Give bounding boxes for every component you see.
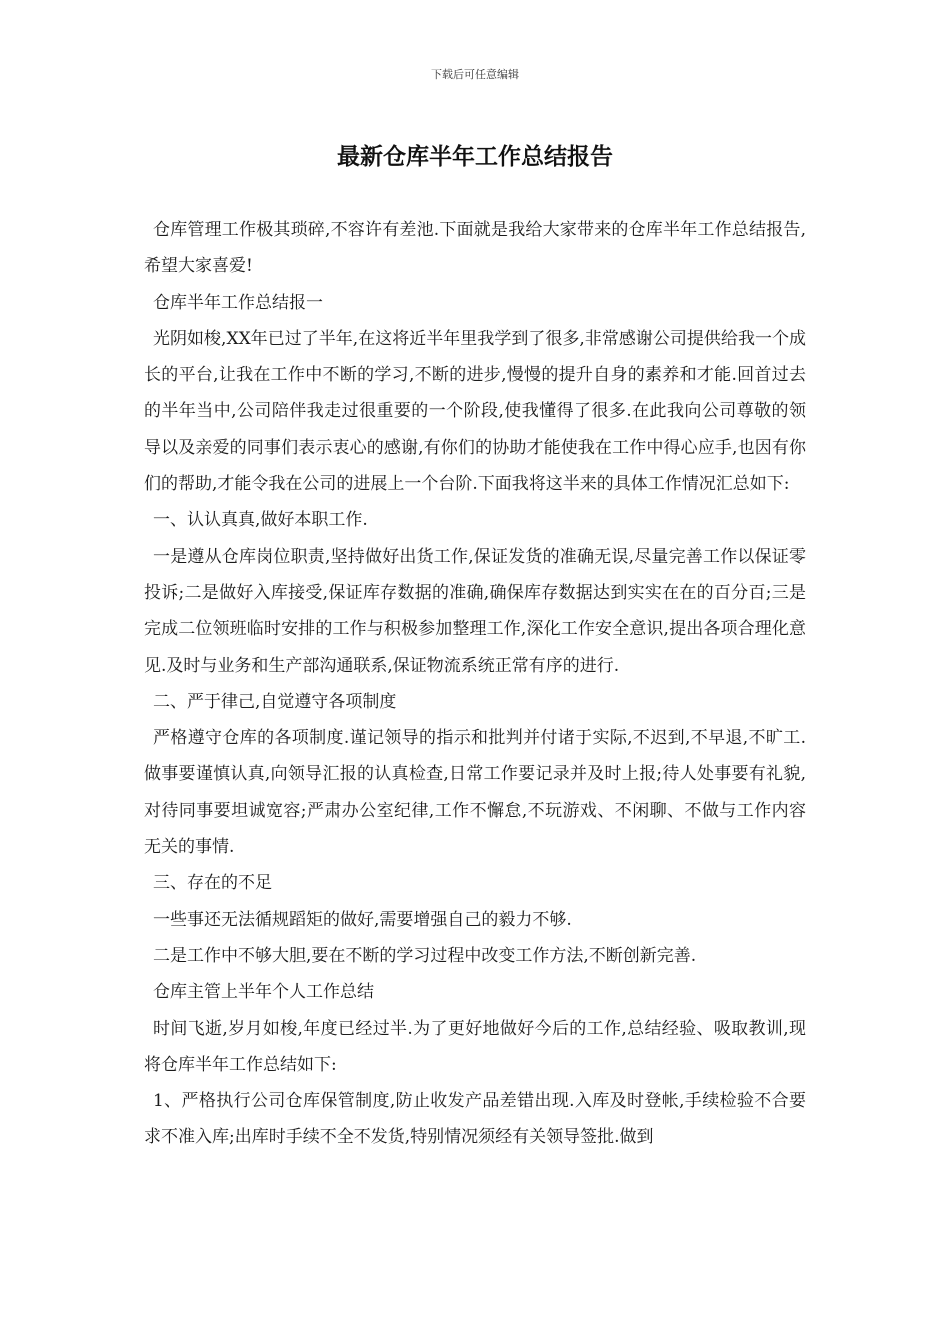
page-header-note: 下载后可任意编辑: [431, 68, 519, 81]
paragraph-item-one: 1、严格执行公司仓库保管制度,防止收发产品差错出现.入库及时登帐,手续检验不合要求不准入库;出库时手续不全不发货,特别情况须经有关领导签批.做到: [144, 1091, 806, 1148]
section-heading-supervisor-summary: 仓库主管上半年个人工作总结: [153, 982, 374, 1003]
section-heading-one: 一、认认真真,做好本职工作.: [153, 510, 368, 531]
paragraph-supervisor-intro: 时间飞逝,岁月如梭,年度已经过半.为了更好地做好今后的工作,总结经验、吸取教训,现将仓库半年工作总结如下:: [144, 1018, 806, 1075]
paragraph-discipline: 严格遵守仓库的各项制度.谨记领导的指示和批判并付诸于实际,不迟到,不早退,不旷工.做事要谨慎认真,向领导汇报的认真检查,日常工作要记录并及时上报;待人处事要有礼貌,对待同事要坦诚宽容;严肃办公室纪律,工作不懈怠,不玩游戏、不闲聊、不做与工作内容无关的事情.: [144, 728, 806, 858]
paragraph-duties: 一是遵从仓库岗位职责,坚持做好出货工作,保证发货的准确无误,尽量完善工作以保证零投诉;二是做好入库接受,保证库存数据的准确,确保库存数据达到实实在在的百分百;三是完成二位领班临时安排的工作与积极参加整理工作,深化工作安全意识,提出各项合理化意见.及时与业务和生产部沟通联系,保证物流系统正常有序的进行.: [144, 546, 806, 676]
section-heading-two: 二、严于律己,自觉遵守各项制度: [153, 691, 397, 712]
section-heading-report-one: 仓库半年工作总结报一: [153, 292, 323, 313]
paragraph-overview: 光阴如梭,XX年已过了半年,在这将近半年里我学到了很多,非常感谢公司提供给我一个成长的平台,让我在工作中不断的学习,不断的进步,慢慢的提升自身的素养和才能.回首过去的半年当中,公司陪伴我走过很重要的一个阶段,使我懂得了很多.在此我向公司尊敬的领导以及亲爱的同事们表示衷心的感谢,有你们的协助才能使我在工作中得心应手,也因有你们的帮助,才能令我在公司的进展上一个台阶.下面我将这半来的具体工作情况汇总如下:: [144, 328, 806, 495]
paragraph-shortcoming-two: 二是工作中不够大胆,要在不断的学习过程中改变工作方法,不断创新完善.: [153, 945, 697, 966]
document-body: [144, 212, 806, 1156]
document-title: 最新仓库半年工作总结报告: [337, 144, 613, 170]
section-heading-three: 三、存在的不足: [153, 873, 272, 894]
paragraph-intro: 仓库管理工作极其琐碎,不容许有差池.下面就是我给大家带来的仓库半年工作总结报告,希望大家喜爱!: [144, 220, 806, 277]
paragraph-shortcoming-one: 一些事还无法循规蹈矩的做好,需要增强自己的毅力不够.: [153, 909, 572, 930]
